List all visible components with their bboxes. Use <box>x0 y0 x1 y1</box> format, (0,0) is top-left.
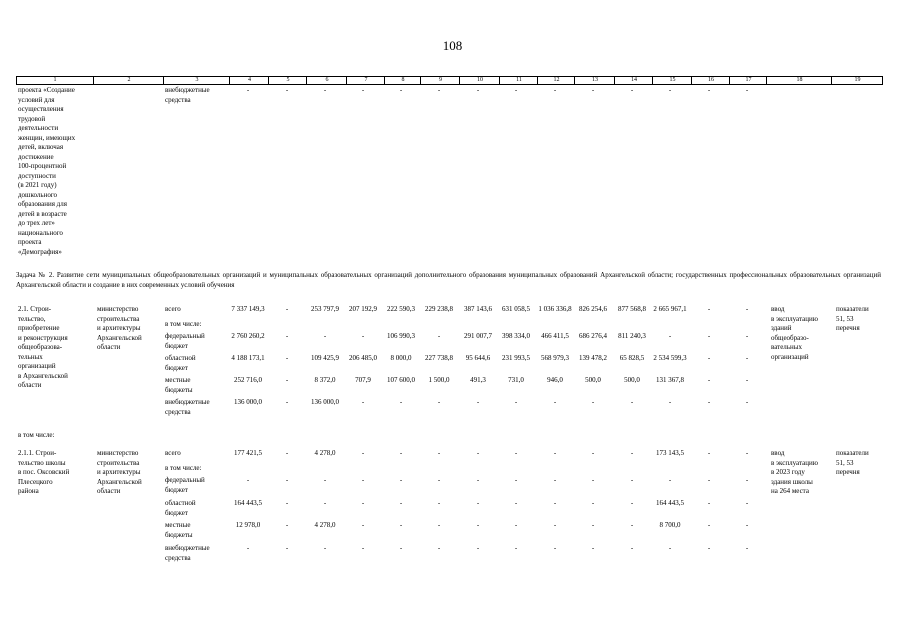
header-col-7: 7 <box>346 77 385 84</box>
table-cell: - <box>745 476 749 484</box>
table-cell: - <box>514 544 518 552</box>
table-cell: 2 665 967,1 <box>653 305 687 313</box>
table-cell: - <box>285 521 289 529</box>
header-col-14: 14 <box>614 77 653 84</box>
table-cell: - <box>323 499 327 507</box>
table-cell: - <box>476 499 480 507</box>
row-2-1-1-executor-line: и архитектуры <box>97 468 141 476</box>
table-cell: - <box>476 449 480 457</box>
row-2-1-1-executor-line: строительства <box>97 458 140 467</box>
table-cell: - <box>437 332 441 340</box>
table-cell: - <box>745 354 749 362</box>
table-cell: - <box>361 449 365 457</box>
row-2-1-1-name-line: тельство школы <box>18 458 66 467</box>
funding-source-label: бюджет <box>165 485 188 494</box>
table-cell: 631 058,5 <box>502 305 530 313</box>
table-cell: 109 425,9 <box>311 354 339 362</box>
table-cell: 568 979,3 <box>541 354 569 362</box>
funding-source-label: федеральный <box>165 332 205 340</box>
table-cell: - <box>476 398 480 406</box>
table-cell: 139 478,2 <box>579 354 607 362</box>
in-that-label: в том числе: <box>18 431 55 439</box>
table-cell: - <box>668 544 672 552</box>
table-cell: 164 443,5 <box>234 499 262 507</box>
row-2-1-indicator-line: перечня <box>836 324 860 332</box>
header-col-11: 11 <box>499 77 538 84</box>
funding-source-label: средства <box>165 553 191 562</box>
project-name-line: осуществления <box>18 105 64 113</box>
table-cell: - <box>437 398 441 406</box>
table-cell: - <box>745 332 749 340</box>
row-2-1-result-line: вательных <box>771 343 802 351</box>
table-cell: 731,0 <box>508 376 524 384</box>
project-name-line: достижение <box>18 152 54 161</box>
table-cell: - <box>285 544 289 552</box>
table-cell: - <box>246 476 250 484</box>
table-cell: 107 600,0 <box>387 376 415 384</box>
row-2-1-1-result-line: в эксплуатацию <box>771 458 818 467</box>
table-cell: 177 421,5 <box>234 449 262 457</box>
header-col-17: 17 <box>729 77 767 84</box>
table-cell: - <box>285 86 289 94</box>
table-cell: 231 993,5 <box>502 354 530 362</box>
table-cell: 387 143,6 <box>464 305 492 313</box>
table-cell: 131 367,8 <box>656 376 684 384</box>
table-cell: - <box>399 476 403 484</box>
table-cell: - <box>361 544 365 552</box>
table-cell: 500,0 <box>585 376 601 384</box>
table-cell: - <box>553 449 557 457</box>
project-name-line: условий для <box>18 95 55 104</box>
table-cell: 877 568,8 <box>618 305 646 313</box>
table-cell: - <box>361 499 365 507</box>
table-cell: - <box>591 86 595 94</box>
row-2-1-1-indicator-line: показатели <box>836 449 869 457</box>
table-cell: - <box>668 86 672 94</box>
project-name-line: проекта <box>18 238 42 246</box>
funding-source-label: областной <box>165 499 196 507</box>
table-cell: - <box>707 544 711 552</box>
funding-source-label: местные <box>165 521 191 529</box>
table-cell: - <box>399 521 403 529</box>
funding-source-label: бюджет <box>165 341 188 350</box>
table-cell: - <box>707 86 711 94</box>
table-cell: - <box>514 449 518 457</box>
row-2-1-name-line: и реконструкция <box>18 333 68 342</box>
table-cell: - <box>668 398 672 406</box>
project-name-line: дошкольного <box>18 190 58 199</box>
table-cell: - <box>630 449 634 457</box>
header-col-6: 6 <box>306 77 347 84</box>
table-cell: - <box>361 476 365 484</box>
table-cell: 4 278,0 <box>314 449 336 457</box>
table-cell: - <box>514 398 518 406</box>
header-col-19: 19 <box>831 77 883 84</box>
table-cell: 826 254,6 <box>579 305 607 313</box>
table-cell: 173 143,5 <box>656 449 684 457</box>
table-cell: - <box>285 332 289 340</box>
row-2-1-1-result-line: на 264 места <box>771 487 809 495</box>
row-2-1-1-indicator-line: 51, 53 <box>836 458 854 467</box>
row-2-1-executor-line: строительства <box>97 314 140 323</box>
table-cell: - <box>630 398 634 406</box>
table-cell: - <box>707 305 711 313</box>
project-name-line: до трех лет» <box>18 219 55 227</box>
table-cell: - <box>707 354 711 362</box>
table-cell: - <box>591 449 595 457</box>
table-cell: 8 700,0 <box>659 521 681 529</box>
table-cell: - <box>323 86 327 94</box>
table-cell: - <box>437 449 441 457</box>
table-cell: - <box>476 544 480 552</box>
table-cell: - <box>707 398 711 406</box>
funding-source-label: внебюджетные <box>165 398 210 406</box>
task-heading: Задача № 2. Развитие сети муниципальных общеобразовательных организаций и муниципальных образовательных организаций дополнительного образования муниципальных образований Архангельской области; государственных профессиональных образовательных организаций Архангельской области и создание в них современных условий обучения <box>16 271 881 289</box>
table-cell: - <box>246 544 250 552</box>
table-cell: - <box>476 521 480 529</box>
funding-source-label: средства <box>165 407 191 416</box>
table-cell: - <box>285 499 289 507</box>
project-name-line: трудовой <box>18 114 46 123</box>
project-name-line: «Демография» <box>18 247 62 256</box>
table-cell: - <box>630 521 634 529</box>
row-2-1-indicator-line: показатели <box>836 305 869 313</box>
table-cell: - <box>323 332 327 340</box>
row-2-1-result-line: зданий <box>771 324 792 332</box>
table-cell: 946,0 <box>547 376 563 384</box>
project-name-line: женщин, имеющих <box>18 133 76 142</box>
table-cell: - <box>707 376 711 384</box>
table-cell: - <box>745 521 749 529</box>
table-cell: 95 644,6 <box>465 354 491 362</box>
row-2-1-result-line: организаций <box>771 352 809 361</box>
table-cell: - <box>437 476 441 484</box>
row-2-1-name-line: тельных <box>18 352 43 361</box>
header-col-12: 12 <box>537 77 575 84</box>
table-cell: 1 500,0 <box>428 376 450 384</box>
table-cell: 686 276,4 <box>579 332 607 340</box>
row-2-1-name-line: области <box>18 381 42 389</box>
table-cell: - <box>437 544 441 552</box>
funding-source-label: бюджет <box>165 363 188 372</box>
table-cell: - <box>707 521 711 529</box>
table-cell: 4 188 173,1 <box>231 354 265 362</box>
table-cell: - <box>745 305 749 313</box>
table-cell: 811 240,3 <box>618 332 646 340</box>
table-cell: - <box>745 398 749 406</box>
table-cell: - <box>514 521 518 529</box>
table-cell: - <box>745 544 749 552</box>
table-cell: - <box>668 476 672 484</box>
funding-source-label: средства <box>165 95 191 104</box>
table-cell: - <box>630 544 634 552</box>
table-cell: 229 238,8 <box>425 305 453 313</box>
row-2-1-1-result-line: здания школы <box>771 477 813 486</box>
table-cell: - <box>323 544 327 552</box>
table-cell: - <box>399 86 403 94</box>
project-name-line: образования для <box>18 200 67 208</box>
table-cell: 7 337 149,3 <box>231 305 265 313</box>
project-name-line: детей в возрасте <box>18 209 67 218</box>
project-name-line: 100-процентной <box>18 162 67 170</box>
row-2-1-name-line: приобретение <box>18 324 60 332</box>
table-cell: - <box>437 521 441 529</box>
funding-source-label: местные <box>165 376 191 384</box>
table-cell: 8 372,0 <box>314 376 336 384</box>
table-cell: 136 000,0 <box>311 398 339 406</box>
row-2-1-executor-line: и архитектуры <box>97 324 141 332</box>
row-2-1-1-name-line: 2.1.1. Строи- <box>18 449 57 457</box>
row-2-1-name-line: в Архангельской <box>18 371 68 380</box>
table-cell: - <box>630 86 634 94</box>
table-cell: - <box>361 86 365 94</box>
header-col-10: 10 <box>459 77 500 84</box>
table-cell: 207 192,9 <box>349 305 377 313</box>
header-col-4: 4 <box>229 77 269 84</box>
table-cell: 227 738,8 <box>425 354 453 362</box>
table-cell: 4 278,0 <box>314 521 336 529</box>
table-cell: - <box>553 86 557 94</box>
table-cell: - <box>553 476 557 484</box>
table-cell: - <box>707 476 711 484</box>
header-col-2: 2 <box>93 77 164 84</box>
project-name-line: проекта «Создание <box>18 86 75 94</box>
table-cell: - <box>745 499 749 507</box>
table-cell: - <box>668 332 672 340</box>
funding-source-label: всего <box>165 305 181 313</box>
table-cell: - <box>399 449 403 457</box>
table-cell: 252 716,0 <box>234 376 262 384</box>
row-2-1-result-line: общеобразо- <box>771 333 809 342</box>
table-cell: - <box>707 499 711 507</box>
table-cell: - <box>285 305 289 313</box>
table-cell: - <box>591 476 595 484</box>
table-cell: 291 007,7 <box>464 332 492 340</box>
funding-source-label: внебюджетные <box>165 86 210 94</box>
table-cell: 206 485,0 <box>349 354 377 362</box>
table-cell: - <box>361 398 365 406</box>
table-cell: 466 411,5 <box>541 332 569 340</box>
table-cell: 164 443,5 <box>656 499 684 507</box>
table-cell: - <box>285 354 289 362</box>
table-header-row <box>16 76 883 85</box>
row-2-1-name-line: организаций <box>18 362 56 370</box>
header-col-16: 16 <box>691 77 730 84</box>
project-name-line: национального <box>18 228 63 237</box>
funding-source-label: бюджеты <box>165 530 193 539</box>
table-cell: - <box>285 376 289 384</box>
table-cell: 8 000,0 <box>390 354 412 362</box>
row-2-1-1-name-line: Плесецкого <box>18 477 53 486</box>
table-cell: - <box>476 86 480 94</box>
funding-source-label: федеральный <box>165 476 205 484</box>
row-2-1-1-result-line: ввод <box>771 449 785 457</box>
table-cell: - <box>745 376 749 384</box>
row-2-1-name-line: тельство, <box>18 314 46 323</box>
table-cell: - <box>553 398 557 406</box>
header-col-5: 5 <box>268 77 307 84</box>
header-col-3: 3 <box>163 77 230 84</box>
table-cell: 1 036 336,8 <box>538 305 572 313</box>
table-cell: - <box>399 398 403 406</box>
row-2-1-1-name-line: района <box>18 487 39 495</box>
header-col-8: 8 <box>384 77 421 84</box>
project-name-line: деятельности <box>18 124 59 132</box>
row-2-1-1-executor-line: министерство <box>97 449 139 457</box>
table-cell: - <box>707 449 711 457</box>
table-cell: 398 334,0 <box>502 332 530 340</box>
table-cell: - <box>437 86 441 94</box>
table-cell: 2 534 599,3 <box>653 354 687 362</box>
table-cell: - <box>553 499 557 507</box>
table-cell: - <box>285 476 289 484</box>
page-number: 108 <box>442 38 463 53</box>
table-cell: - <box>285 398 289 406</box>
header-col-9: 9 <box>420 77 460 84</box>
table-cell: - <box>591 398 595 406</box>
header-col-13: 13 <box>574 77 615 84</box>
table-cell: 136 000,0 <box>234 398 262 406</box>
table-cell: - <box>285 449 289 457</box>
table-cell: 707,9 <box>355 376 371 384</box>
funding-source-label: внебюджетные <box>165 544 210 552</box>
table-cell: - <box>476 476 480 484</box>
project-name-line: доступности <box>18 171 56 180</box>
project-name-line: детей, включая <box>18 143 64 151</box>
row-2-1-executor-line: министерство <box>97 305 139 313</box>
funding-source-label: в том числе: <box>165 320 202 328</box>
table-cell: - <box>745 86 749 94</box>
table-cell: - <box>591 499 595 507</box>
table-cell: 106 990,3 <box>387 332 415 340</box>
table-cell: - <box>707 332 711 340</box>
table-cell: - <box>514 86 518 94</box>
row-2-1-result-line: в эксплуатацию <box>771 314 818 323</box>
header-col-1: 1 <box>53 77 57 83</box>
table-cell: - <box>361 332 365 340</box>
table-cell: - <box>246 86 250 94</box>
table-cell: 2 760 260,2 <box>231 332 265 340</box>
row-2-1-1-indicator-line: перечня <box>836 468 860 476</box>
row-2-1-1-executor-line: области <box>97 487 121 495</box>
row-2-1-executor-line: области <box>97 343 121 351</box>
row-2-1-indicator-line: 51, 53 <box>836 314 854 323</box>
table-cell: - <box>437 499 441 507</box>
table-cell: 12 978,0 <box>235 521 261 529</box>
table-cell: - <box>553 521 557 529</box>
table-cell: - <box>553 544 557 552</box>
table-cell: - <box>591 544 595 552</box>
table-cell: - <box>630 476 634 484</box>
funding-source-label: бюджеты <box>165 385 193 394</box>
table-cell: - <box>514 476 518 484</box>
row-2-1-1-result-line: в 2023 году <box>771 468 805 476</box>
table-cell: 491,3 <box>470 376 486 384</box>
table-cell: - <box>399 499 403 507</box>
row-2-1-1-executor-line: Архангельской <box>97 477 142 486</box>
table-cell: 65 828,5 <box>619 354 645 362</box>
table-cell: - <box>399 544 403 552</box>
funding-source-label: областной <box>165 354 196 362</box>
table-cell: 500,0 <box>624 376 640 384</box>
table-cell: 222 590,3 <box>387 305 415 313</box>
row-2-1-1-name-line: в пос. Оксовский <box>18 468 70 476</box>
table-cell: - <box>630 499 634 507</box>
table-cell: - <box>323 476 327 484</box>
table-cell: - <box>591 521 595 529</box>
funding-source-label: всего <box>165 449 181 457</box>
header-col-15: 15 <box>652 77 692 84</box>
row-2-1-executor-line: Архангельской <box>97 333 142 342</box>
table-cell: - <box>361 521 365 529</box>
funding-source-label: бюджет <box>165 508 188 517</box>
row-2-1-name-line: 2.1. Строи- <box>18 305 52 313</box>
header-col-18: 18 <box>766 77 832 84</box>
funding-source-label: в том числе: <box>165 464 202 472</box>
table-cell: 253 797,9 <box>311 305 339 313</box>
table-cell: - <box>745 449 749 457</box>
table-cell: - <box>514 499 518 507</box>
row-2-1-result-line: ввод <box>771 305 785 313</box>
project-name-line: (в 2021 году) <box>18 181 57 189</box>
row-2-1-name-line: общеобразова- <box>18 343 63 351</box>
